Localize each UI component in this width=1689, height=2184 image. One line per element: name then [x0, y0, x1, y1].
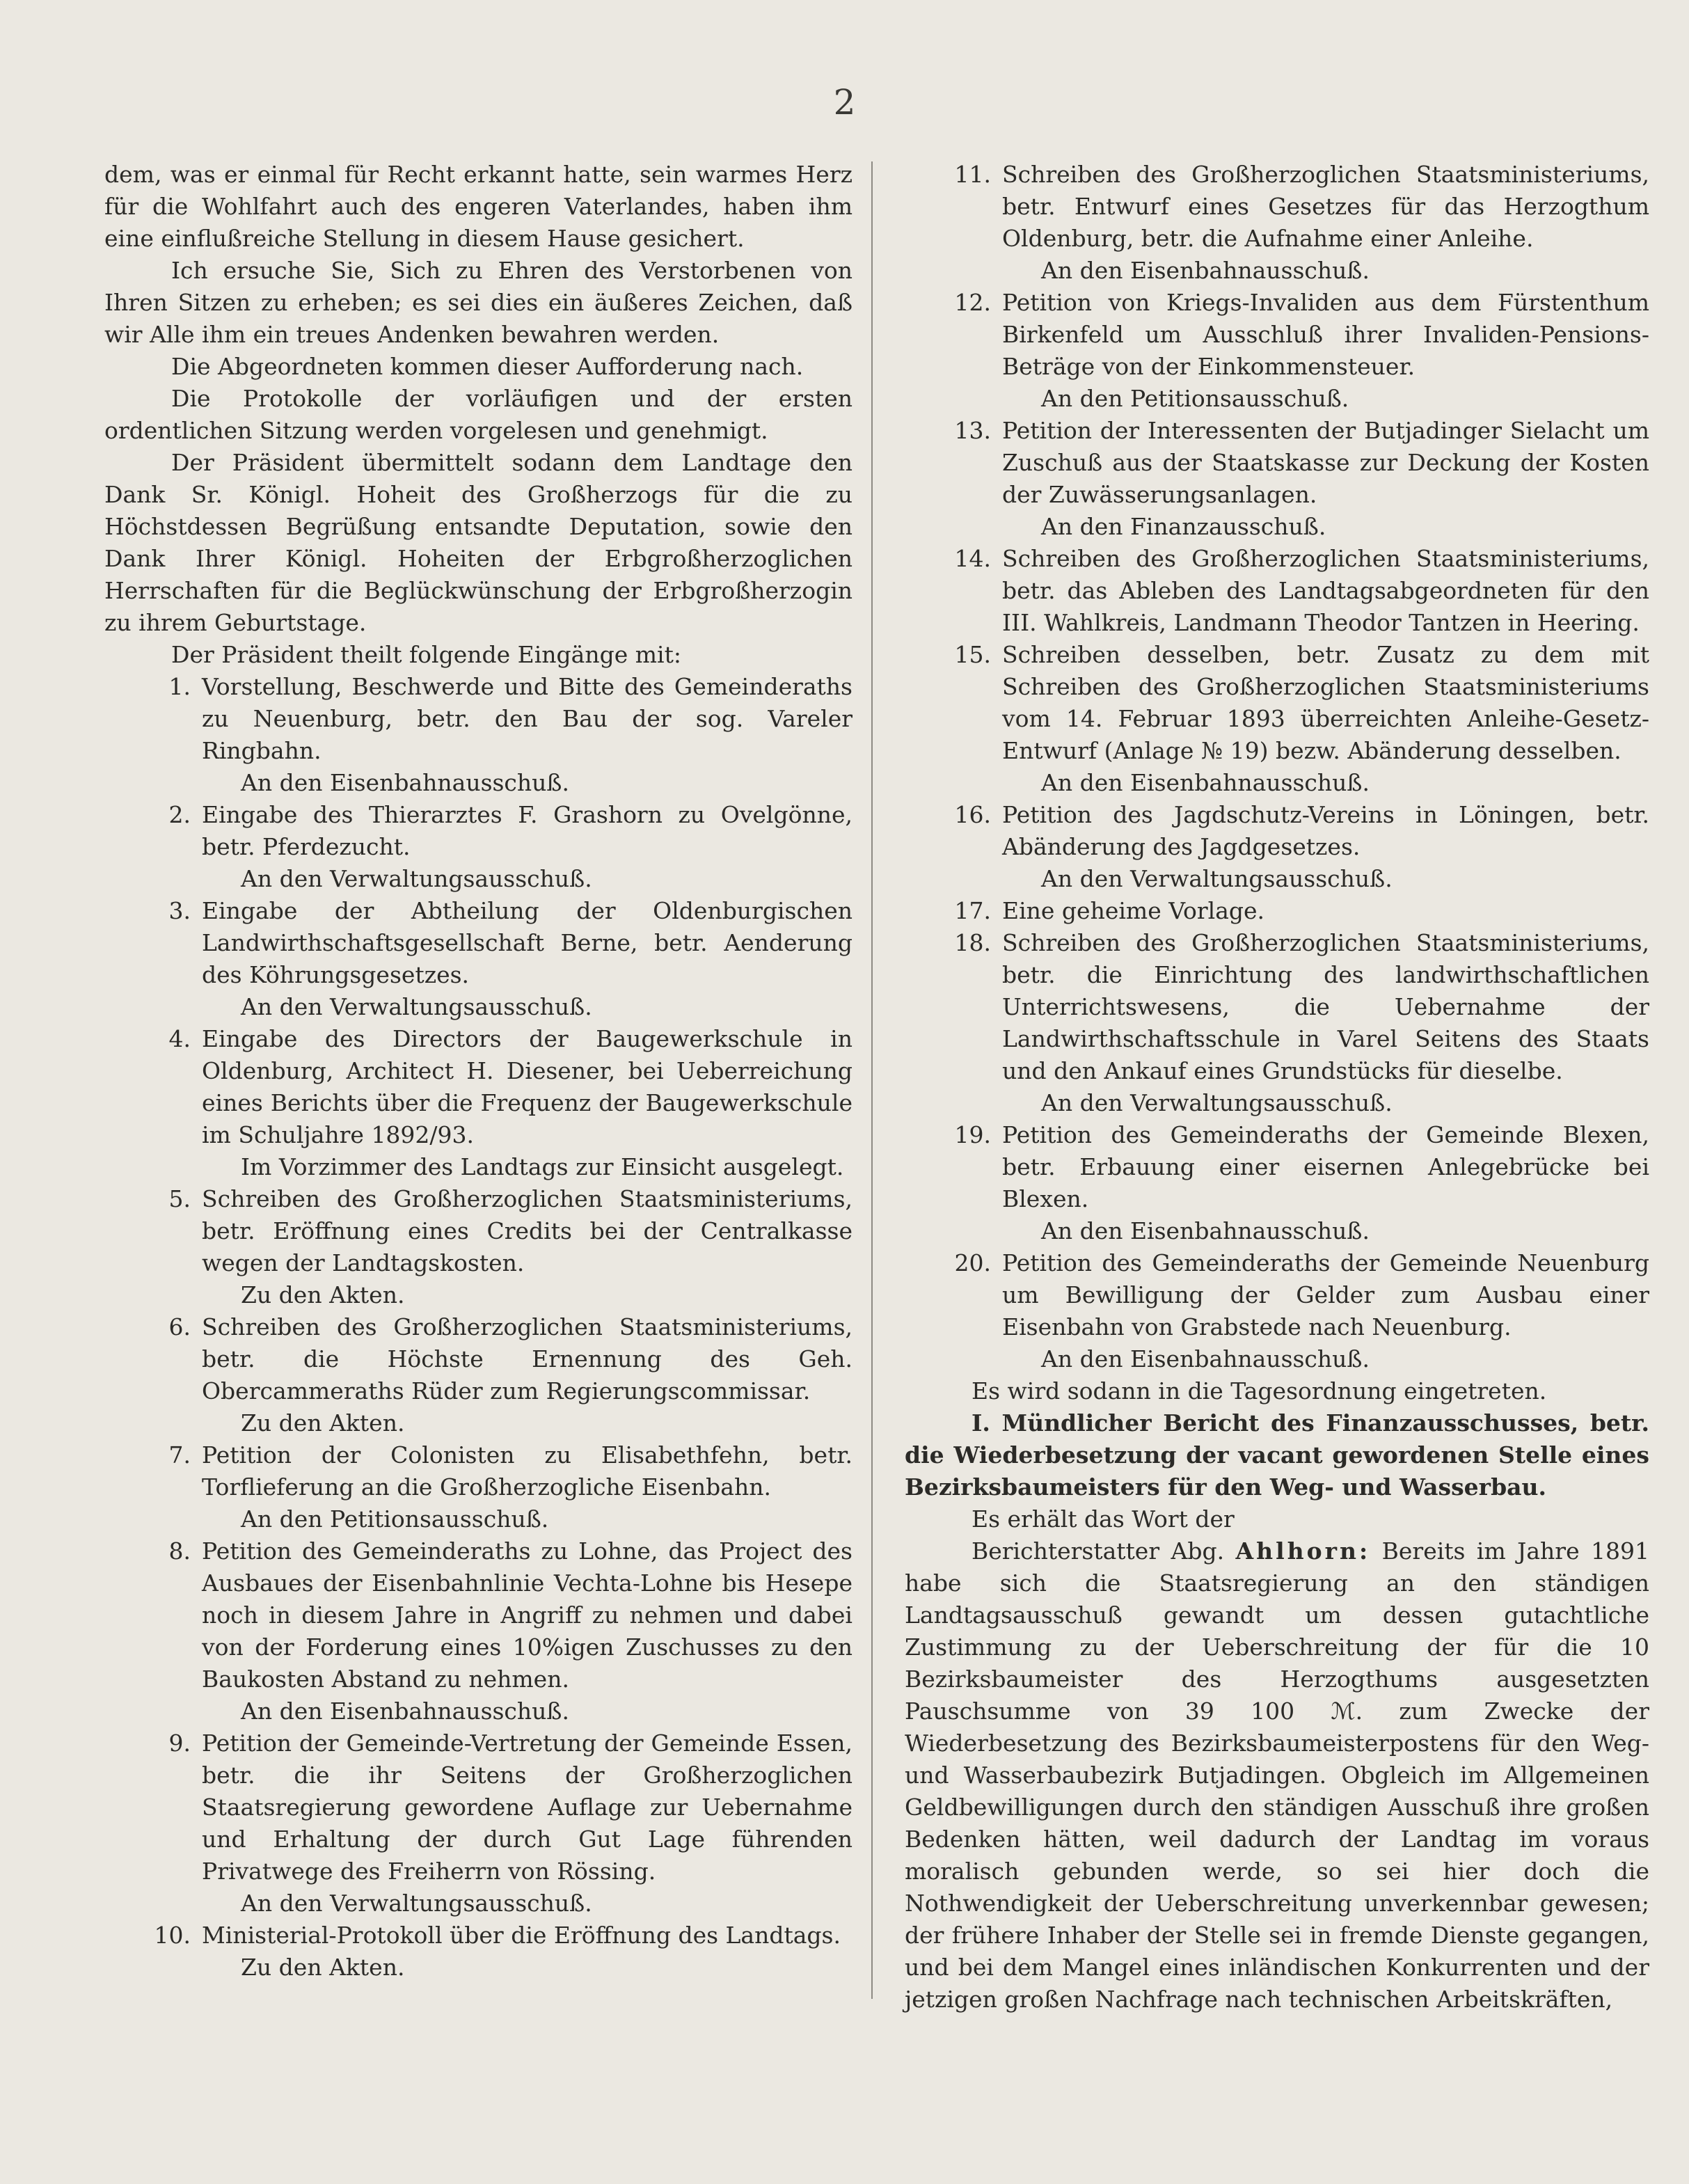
reporter-name: Ahlhorn:	[1235, 1537, 1371, 1565]
item-number: 4.	[168, 1025, 191, 1052]
item-referral: An den Verwaltungsausschuß.	[1041, 865, 1393, 892]
item-referral: Zu den Akten.	[241, 1281, 405, 1308]
list-item	[905, 927, 1649, 1119]
list-item	[104, 799, 853, 895]
list-item	[905, 799, 1649, 895]
item-text: Schreiben des Großherzoglichen Staatsministeriums, betr. die Einrichtung des landwirthschaftlichen Unterrichtswesens, die Uebernahme der Landwirthschaftsschule in Varel Seitens des Staats und den Ankauf eines Grundstücks für dieselbe.	[1002, 929, 1649, 1084]
item-referral: An den Eisenbahnausschuß.	[241, 769, 569, 796]
list-item	[905, 159, 1649, 287]
item-text: Eingabe des Directors der Baugewerkschule in Oldenburg, Architect H. Diesener, bei Ueberreichung eines Berichts über die Frequenz der Baugewerkschule im Schuljahre 1892/93.	[202, 1025, 853, 1148]
list-item	[104, 1023, 853, 1183]
list-item	[905, 287, 1649, 415]
item-number: 8.	[168, 1537, 191, 1565]
item-number: 9.	[168, 1730, 191, 1757]
item-referral: Im Vorzimmer des Landtags zur Einsicht ausgelegt.	[241, 1153, 844, 1180]
item-number: 19.	[954, 1121, 991, 1148]
item-referral: An den Finanzausschuß.	[1041, 513, 1326, 540]
item-text: Schreiben des Großherzoglichen Staatsministeriums, betr. die Höchste Ernennung des Geh. Obercammeraths Rüder zum Regierungscommissar.	[202, 1313, 853, 1404]
paragraph-intro-6: Der Präsident theilt folgende Eingänge mit:	[171, 641, 681, 668]
item-number: 15.	[954, 641, 991, 668]
section-heading: I. Mündlicher Bericht des Finanzausschusses, betr. die Wiederbesetzung der vacant gewordenen Stelle eines Bezirksbaumeisters für den Weg- und Wasserbau.	[905, 1409, 1649, 1501]
item-number: 11.	[954, 161, 991, 188]
item-number: 13.	[954, 417, 991, 444]
item-number: 12.	[954, 289, 991, 316]
report-text: Bereits im Jahre 1891 habe sich die Staatsregierung an den ständigen Landtagsausschuß gewandt um dessen gutachtliche Zustimmung zu der Ueberschreitung der für die 10 Bezirksbaumeister des Herzogthums ausgesetzten Pauschsumme von 39 100 ℳ. zum Zwecke der Wiederbesetzung des Bezirksbaumeisterpostens für den Weg- und Wasserbaubezirk Butjadingen. Obgleich im Allgemeinen Geldbewilligungen durch den ständigen Ausschuß ihre großen Bedenken hätten, weil dadurch der Landtag im voraus moralisch gebunden werde, so sei hier doch die Nothwendigkeit der Ueberschreitung unverkennbar gewesen; der frühere Inhaber der Stelle sei in fremde Dienste gegangen, und bei dem Mangel eines inländischen Konkurrenten und der jetzigen großen Nachfrage nach technischen Arbeitskräften,	[905, 1537, 1649, 2013]
agenda-paragraph: Es wird sodann in die Tagesordnung eingetreten.	[972, 1377, 1547, 1404]
item-text: Petition der Interessenten der Butjadinger Sielacht um Zuschuß aus der Staatskasse zur Deckung der Kosten der Zuwässerungsanlagen.	[1002, 417, 1649, 508]
list-item	[104, 895, 853, 1023]
item-text: Petition des Gemeinderaths der Gemeinde Neuenburg um Bewilligung der Gelder zum Ausbau einer Eisenbahn von Grabstede nach Neuenburg.	[1002, 1249, 1649, 1340]
list-item	[104, 1535, 853, 1727]
word-given-line: Es erhält das Wort der	[972, 1505, 1235, 1533]
item-text: Petition des Gemeinderaths der Gemeinde Blexen, betr. Erbauung einer eisernen Anlegebrücke bei Blexen.	[1002, 1121, 1649, 1212]
reporter-prefix: Berichterstatter Abg.	[972, 1537, 1225, 1565]
item-number: 16.	[954, 801, 991, 828]
item-referral: An den Eisenbahnausschuß.	[1041, 1345, 1370, 1372]
item-referral: An den Eisenbahnausschuß.	[1041, 1217, 1370, 1244]
item-referral: An den Eisenbahnausschuß.	[1041, 769, 1370, 796]
list-item	[104, 1311, 853, 1439]
item-number: 1.	[168, 673, 191, 700]
item-referral: Zu den Akten.	[241, 1954, 405, 1981]
item-number: 6.	[168, 1313, 191, 1340]
item-referral: An den Petitionsausschuß.	[1041, 385, 1349, 412]
paragraph-intro-1: dem, was er einmal für Recht erkannt hatte, sein warmes Herz für die Wohlfahrt auch des engeren Vaterlandes, haben ihm eine einflußreiche Stellung in diesem Hause gesichert.	[104, 161, 853, 252]
report-paragraph	[905, 1535, 1649, 2016]
item-text: Schreiben des Großherzoglichen Staatsministeriums, betr. Entwurf eines Gesetzes für das Herzogthum Oldenburg, betr. die Aufnahme einer Anleihe.	[1002, 161, 1649, 252]
list-item	[104, 1727, 853, 1920]
list-item	[905, 639, 1649, 799]
item-text: Petition des Gemeinderaths zu Lohne, das Project des Ausbaues der Eisenbahnlinie Vechta-Lohne bis Hesepe noch in diesem Jahre in Angriff zu nehmen und dabei von der Forderung eines 10%igen Zuschusses zu den Baukosten Abstand zu nehmen.	[202, 1537, 853, 1693]
list-item	[905, 895, 1649, 927]
paragraph-intro-4: Die Protokolle der vorläufigen und der ersten ordentlichen Sitzung werden vorgelesen und genehmigt.	[104, 385, 853, 444]
list-item	[905, 1247, 1649, 1375]
item-number: 5.	[168, 1185, 191, 1212]
item-number: 14.	[954, 545, 991, 572]
item-text: Eine geheime Vorlage.	[1002, 897, 1265, 924]
item-referral: An den Eisenbahnausschuß.	[1041, 257, 1370, 284]
paragraph-intro-2: Ich ersuche Sie, Sich zu Ehren des Verstorbenen von Ihren Sitzen zu erheben; es sei dies ein äußeres Zeichen, daß wir Alle ihm ein treues Andenken bewahren werden.	[104, 257, 853, 348]
paragraph-intro-3: Die Abgeordneten kommen dieser Aufforderung nach.	[171, 353, 804, 380]
item-number: 7.	[168, 1441, 191, 1469]
paragraph-intro-5: Der Präsident übermittelt sodann dem Landtage den Dank Sr. Königl. Hoheit des Großherzogs für die zu Höchstdessen Begrüßung entsandte Deputation, sowie den Dank Ihrer Königl. Hoheiten der Erbgroßherzoglichen Herrschaften für die Beglückwünschung der Erbgroßherzogin zu ihrem Geburtstage.	[104, 449, 853, 636]
item-referral: An den Verwaltungsausschuß.	[241, 1890, 592, 1917]
item-text: Eingabe der Abtheilung der Oldenburgischen Landwirthschaftsgesellschaft Berne, betr. Aenderung des Köhrungsgesetzes.	[202, 897, 853, 988]
item-number: 18.	[954, 929, 991, 956]
item-referral: An den Verwaltungsausschuß.	[1041, 1089, 1393, 1116]
list-item	[104, 1183, 853, 1311]
item-referral: An den Petitionsausschuß.	[241, 1505, 549, 1533]
item-number: 2.	[168, 801, 191, 828]
item-text: Petition der Colonisten zu Elisabethfehn, betr. Torflieferung an die Großherzogliche Eisenbahn.	[202, 1441, 853, 1501]
item-number: 17.	[954, 897, 991, 924]
list-item	[905, 415, 1649, 543]
item-number: 10.	[154, 1922, 191, 1949]
left-column	[104, 159, 853, 1984]
item-text: Vorstellung, Beschwerde und Bitte des Gemeinderaths zu Neuenburg, betr. den Bau der sog. Vareler Ringbahn.	[202, 673, 853, 764]
item-referral: Zu den Akten.	[241, 1409, 405, 1437]
item-referral: An den Verwaltungsausschuß.	[241, 865, 592, 892]
item-text: Eingabe des Thierarztes F. Grashorn zu Ovelgönne, betr. Pferdezucht.	[202, 801, 853, 860]
item-text: Schreiben des Großherzoglichen Staatsministeriums, betr. das Ableben des Landtagsabgeordneten für den III. Wahlkreis, Landmann Theodor Tantzen in Heering.	[1002, 545, 1649, 636]
list-item	[905, 543, 1649, 639]
item-text: Petition des Jagdschutz-Vereins in Löningen, betr. Abänderung des Jagdgesetzes.	[1002, 801, 1649, 860]
item-text: Schreiben des Großherzoglichen Staatsministeriums, betr. Eröffnung eines Credits bei der Centralkasse wegen der Landtagskosten.	[202, 1185, 853, 1276]
page-number: 2	[833, 82, 856, 122]
item-text: Petition von Kriegs-Invaliden aus dem Fürstenthum Birkenfeld um Ausschluß ihrer Invaliden-Pensions-Beträge von der Einkommensteuer.	[1002, 289, 1649, 380]
column-divider	[871, 161, 873, 1999]
item-text: Petition der Gemeinde-Vertretung der Gemeinde Essen, betr. die ihr Seitens der Großherzoglichen Staatsregierung gewordene Auflage zur Uebernahme und Erhaltung der durch Gut Lage führenden Privatwege des Freiherrn von Rössing.	[202, 1730, 853, 1885]
item-text: Schreiben desselben, betr. Zusatz zu dem mit Schreiben des Großherzoglichen Staatsministeriums vom 14. Februar 1893 überreichten Anleihe-Gesetz-Entwurf (Anlage № 19) bezw. Abänderung desselben.	[1002, 641, 1649, 764]
list-item	[104, 671, 853, 799]
item-number: 20.	[954, 1249, 991, 1276]
list-item	[104, 1439, 853, 1535]
list-item	[905, 1119, 1649, 1247]
item-text: Ministerial-Protokoll über die Eröffnung des Landtags.	[202, 1922, 841, 1949]
item-referral: An den Eisenbahnausschuß.	[241, 1698, 569, 1725]
item-referral: An den Verwaltungsausschuß.	[241, 993, 592, 1020]
item-number: 3.	[168, 897, 191, 924]
right-column	[905, 159, 1649, 2016]
list-item	[104, 1920, 853, 1984]
